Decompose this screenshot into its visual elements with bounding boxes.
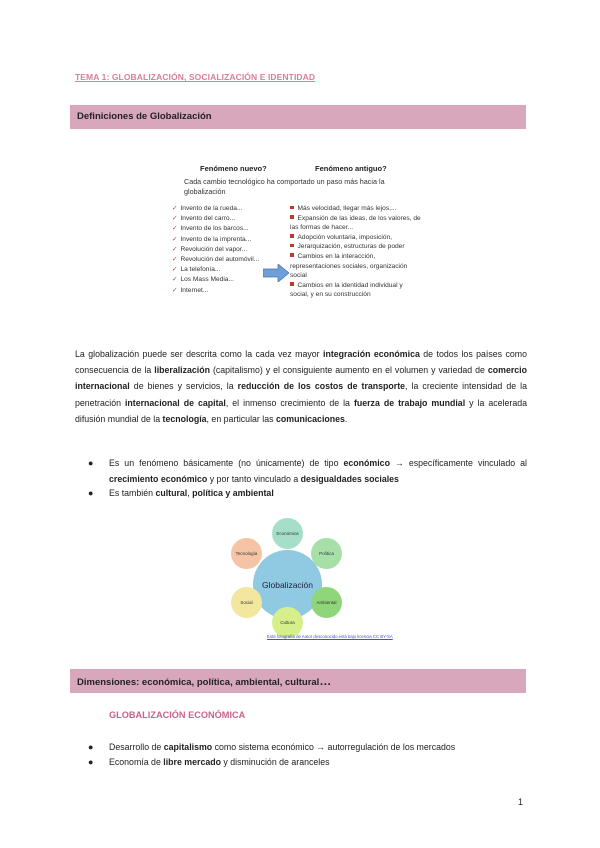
diagram-center: Globalización <box>253 550 322 619</box>
square-bullet-icon <box>290 244 294 248</box>
list-item: ✓ Revolución del vapor... <box>172 245 248 253</box>
list-item: Cambios en la interacción, representaciones sociales, organización social <box>290 252 408 280</box>
square-bullet-icon <box>290 282 294 286</box>
list-item: ● Economía de libre mercado y disminución de aranceles <box>75 755 527 771</box>
section-band-dimensions: Dimensiones: económica, política, ambiental, cultural… <box>70 669 526 693</box>
list-item: ✓ Internet... <box>172 286 209 294</box>
diagram-node: Ambiental <box>311 587 342 618</box>
list-item: ✓ Revolución del automóvil... <box>172 256 260 264</box>
list-item: ✓ Invento de los barcos... <box>172 225 249 233</box>
check-icon: ✓ <box>172 205 178 212</box>
bullet-icon: ● <box>88 458 94 468</box>
list-item: ✓ Invento de la imprenta... <box>172 235 252 243</box>
globalization-diagram <box>222 514 393 642</box>
diagram-node: Económica <box>272 518 303 549</box>
right-arrow-icon <box>263 264 289 282</box>
square-bullet-icon <box>290 215 294 219</box>
check-icon: ✓ <box>172 225 178 233</box>
document-title: TEMA 1: GLOBALIZACIÓN, SOCIALIZACIÓN E IDENTIDAD <box>75 72 316 82</box>
list-item: ● Es también cultural, política y ambiental <box>75 486 527 502</box>
check-icon: ✓ <box>172 276 178 284</box>
check-icon: ✓ <box>172 286 178 294</box>
list-item: ✓ Invento del carro... <box>172 215 236 223</box>
definition-paragraph: La globalización puede ser descrita como la cada vez mayor integración económica de todos los países como consecuencia de la liberalización (capitalismo) y el consiguiente aumento en el volumen y variedad de comercio internacional de bienes y servicios, la reducción de los costos de transporte, la creciente intensidad de la penetración internacional de capital, el inmenso crecimiento de la fuerza de trabajo mundial y la acelerada difusión mundial de la tecnología, en particular las comunicaciones. <box>75 349 528 424</box>
diagram-node: Cultura <box>272 607 303 638</box>
list-item: ✓ Los Mass Media... <box>172 276 234 284</box>
section-band-definitions: Definiciones de Globalización <box>70 105 526 129</box>
check-icon: ✓ <box>172 245 178 253</box>
list-item: Adopción voluntaria, imposición, <box>290 233 422 243</box>
subheading-economic: GLOBALIZACIÓN ECONÓMICA <box>109 710 246 720</box>
list-item: Jerarquización, estructuras de poder <box>290 242 422 252</box>
list-item: Expansión de las ideas, de los valores, de las formas de hacer... <box>290 214 421 232</box>
bullet-icon: ● <box>88 742 94 752</box>
list-item: ✓ La telefonía... <box>172 266 221 274</box>
check-icon: ✓ <box>172 256 178 264</box>
list-item: ● Es un fenómeno básicamente (no únicamente) de tipo económico → específicamente vinculado al crecimiento económico y por tanto vinculado a desigualdades sociales <box>88 458 527 484</box>
diagram-node: Tecnología <box>231 538 262 569</box>
figure-left-list <box>172 204 272 296</box>
figure-new-vs-old <box>172 160 424 299</box>
check-icon: ✓ <box>172 215 178 223</box>
list-item: Más velocidad, llegar más lejos,... <box>290 204 422 214</box>
figure-subtitle: Cada cambio tecnológico ha comportado un paso más hacia la globalización <box>184 177 385 196</box>
figure-left-heading: Fenómeno nuevo? <box>200 164 267 173</box>
figure-right-heading: Fenómeno antiguo? <box>315 164 387 173</box>
bullet-icon: ● <box>88 757 94 767</box>
check-icon: ✓ <box>172 235 178 243</box>
diagram-node: Política <box>311 538 342 569</box>
square-bullet-icon <box>290 253 294 257</box>
square-bullet-icon <box>290 206 294 210</box>
check-icon: ✓ <box>172 266 178 274</box>
figure-caption-link[interactable]: Esta fotografía de Autor desconocido está bajo licencia CC BY-SA <box>267 634 393 639</box>
figure-right-list <box>290 204 422 300</box>
square-bullet-icon <box>290 234 294 238</box>
list-item: Cambios en la identidad individual y social, y en su construcción <box>290 281 403 299</box>
bullet-icon: ● <box>88 488 94 498</box>
diagram-node: Social <box>231 587 262 618</box>
page-number: 1 <box>518 797 524 807</box>
list-item: ● Desarrollo de capitalismo como sistema económico → autorregulación de los mercados <box>75 740 527 756</box>
list-item: ✓ Invento de la rueda... <box>172 205 243 212</box>
